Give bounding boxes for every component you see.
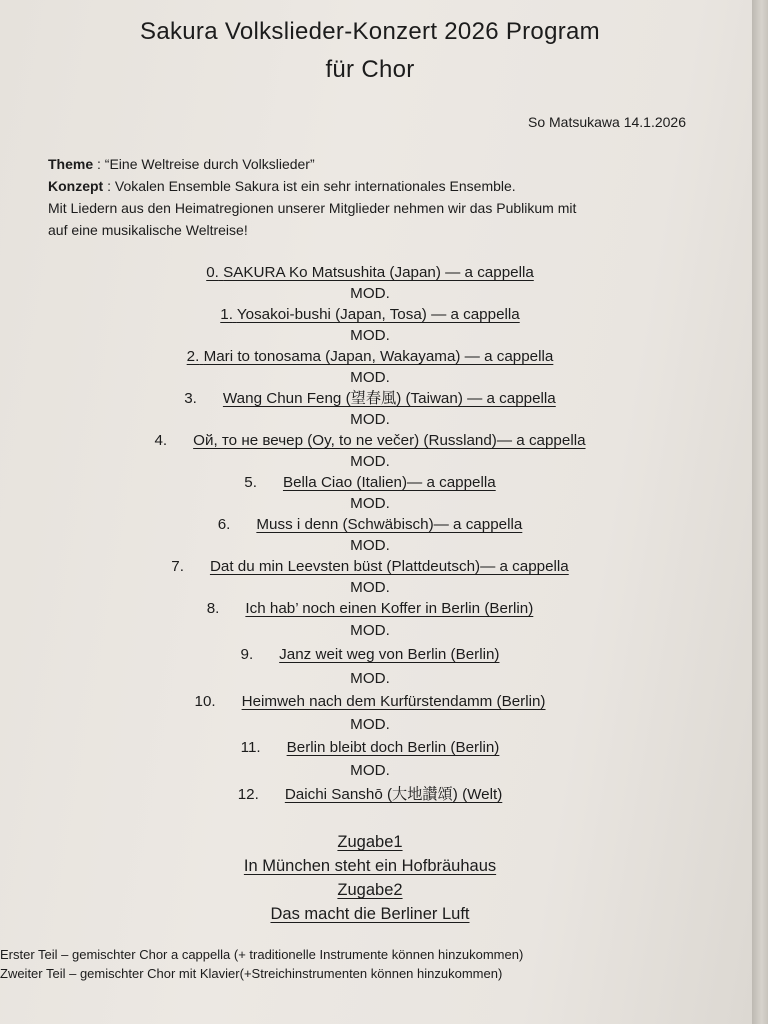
- program-item: [0, 262, 740, 283]
- item-number: 10.: [194, 693, 216, 710]
- encore-song-1: In München steht ein Hofbräuhaus: [243, 857, 497, 875]
- theme-text: : “Eine Weltreise durch Volkslieder”: [93, 156, 315, 172]
- concept-label: Konzept: [48, 178, 104, 194]
- program-item: [0, 304, 740, 325]
- item-title: Ich hab’ noch einen Koffer in Berlin (Berlin): [245, 600, 534, 617]
- moderation: MOD.: [350, 622, 390, 639]
- moderation: MOD.: [350, 670, 390, 687]
- intro-block: [48, 153, 708, 241]
- moderation: MOD.: [350, 411, 390, 428]
- item-number: 1.: [220, 306, 233, 323]
- encore-block: [0, 830, 740, 926]
- item-title: Muss i denn (Schwäbisch)— a cappella: [256, 516, 523, 533]
- item-number: 9.: [240, 646, 254, 663]
- theme-line: [48, 153, 708, 175]
- moderation: MOD.: [350, 537, 390, 554]
- item-title: Heimweh nach dem Kurfürstendamm (Berlin): [241, 693, 546, 710]
- item-title: Dat du min Leevsten büst (Plattdeutsch)— a cappella: [209, 558, 569, 575]
- theme-label: Theme: [48, 156, 94, 172]
- encore-song-2: Das macht die Berliner Luft: [270, 905, 470, 923]
- concept-line: [48, 175, 708, 197]
- program-item: [0, 514, 740, 535]
- item-number: 12.: [237, 786, 259, 803]
- program-item: [0, 430, 740, 451]
- item-number: 6.: [217, 516, 231, 533]
- note-part-2: Zweiter Teil – gemischter Chor mit Klavier(+Streichinstrumenten können hinzukommen): [0, 966, 503, 981]
- concept-text: : Vokalen Ensemble Sakura ist ein sehr internationales Ensemble.: [103, 178, 516, 194]
- encore-label-2: Zugabe2: [337, 881, 403, 899]
- program-list: [0, 262, 740, 807]
- program-item: [0, 690, 740, 713]
- page-title: Sakura Volkslieder-Konzert 2026 Program: [140, 18, 600, 45]
- moderation: MOD.: [350, 495, 390, 512]
- program-item: [0, 598, 740, 619]
- footer-notes: [0, 945, 700, 983]
- item-number: 4.: [154, 432, 168, 449]
- intro-line-3: Mit Liedern aus den Heimatregionen unserer Mitglieder nehmen wir das Publikum mit: [48, 200, 577, 216]
- moderation: MOD.: [350, 579, 390, 596]
- moderation: MOD.: [350, 453, 390, 470]
- program-item: [0, 388, 740, 409]
- intro-line-4: auf eine musikalische Weltreise!: [48, 222, 248, 238]
- program-item: [0, 472, 740, 493]
- program-item: [0, 783, 740, 807]
- moderation: MOD.: [350, 716, 390, 733]
- program-item: [0, 643, 740, 667]
- moderation: MOD.: [350, 285, 390, 302]
- moderation: MOD.: [350, 369, 390, 386]
- item-number: 5.: [244, 474, 257, 491]
- item-title: Ой, то не вечер (Oy, to ne večer) (Russland)— a cappella: [193, 432, 586, 449]
- item-number: 11.: [240, 739, 261, 756]
- program-item: [0, 556, 740, 577]
- item-title: Yosakoi-bushi (Japan, Tosa) — a cappella: [236, 306, 520, 323]
- item-title: Bella Ciao (Italien)— a cappella: [282, 474, 496, 491]
- encore-label-1: Zugabe1: [337, 833, 403, 851]
- item-number: 2.: [186, 348, 200, 365]
- item-number: 3.: [184, 390, 197, 407]
- moderation: MOD.: [350, 327, 390, 344]
- item-title: Wang Chun Feng (望春風) (Taiwan) — a cappella: [222, 390, 556, 407]
- page-subtitle: für Chor: [325, 56, 415, 83]
- item-title: SAKURA Ko Matsushita (Japan) — a cappella: [223, 264, 534, 281]
- item-title: Mari to tonosama (Japan, Wakayama) — a cappella: [203, 348, 554, 365]
- item-number: 7.: [171, 558, 184, 575]
- author-date: So Matsukawa 14.1.2026: [528, 114, 686, 130]
- item-title: Berlin bleibt doch Berlin (Berlin): [286, 739, 500, 756]
- program-item: [0, 736, 740, 759]
- page-edge: [752, 0, 768, 1024]
- moderation: MOD.: [350, 762, 390, 779]
- note-part-1: Erster Teil – gemischter Chor a cappella (+ traditionelle Instrumente können hinzukommen): [0, 947, 524, 962]
- item-number: 0.: [206, 264, 219, 281]
- item-title: Daichi Sanshō (大地讃頌) (Welt): [284, 786, 503, 803]
- item-number: 8.: [206, 600, 220, 617]
- item-title: Janz weit weg von Berlin (Berlin): [279, 646, 500, 663]
- program-item: [0, 346, 740, 367]
